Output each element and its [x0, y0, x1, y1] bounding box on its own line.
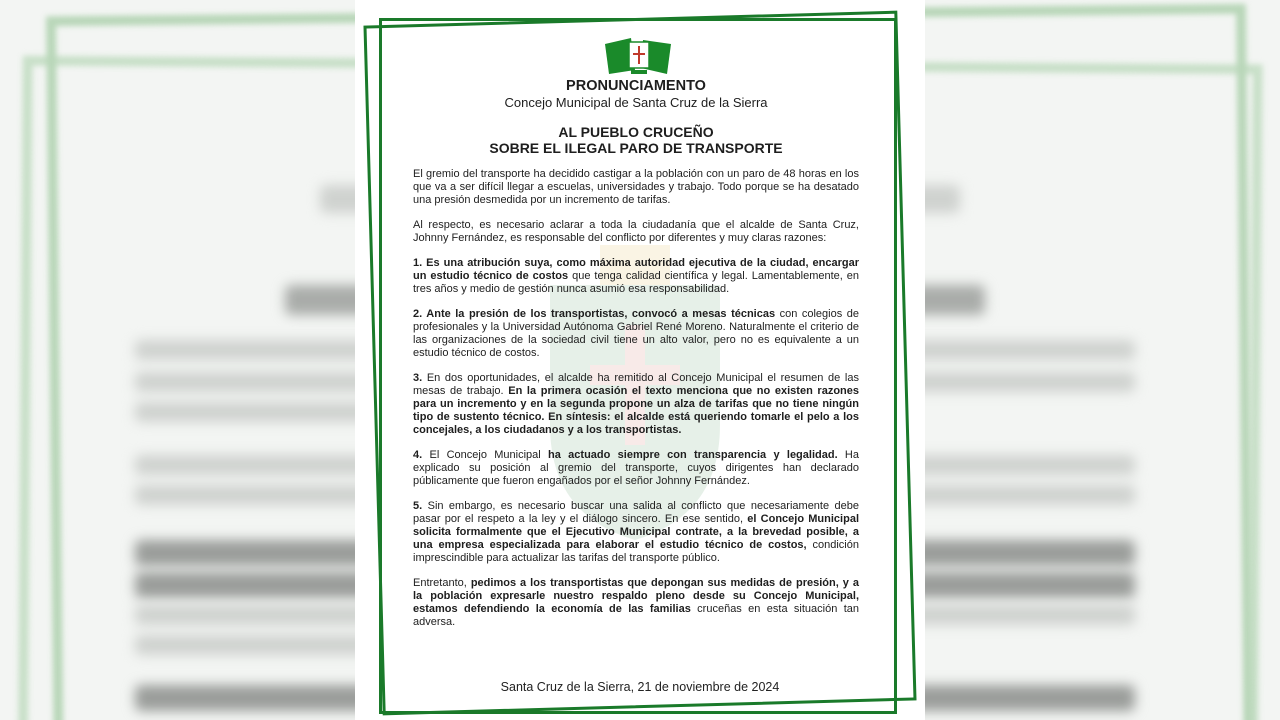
point-4-text-b: Ha explicado su posición al gremio del transporte, cuyos dirigentes han declarado públicamente que fueron engañados por el señor Johnny Fernández. [413, 449, 859, 487]
council-logo-icon [601, 34, 677, 78]
heading-line-1: AL PUEBLO CRUCEÑO [558, 124, 714, 140]
point-4-text-a: El Concejo Municipal [422, 449, 549, 461]
point-5-bold: el Concejo Municipal solicita formalmente que el Ejecutivo Municipal contrate, a la brevedad posible, a una empresa especializada para elaborar el estudio técnico de costos, [413, 513, 859, 551]
document-date: Santa Cruz de la Sierra, 21 de noviembre de 2024 [500, 680, 780, 694]
point-5-text-b: condición imprescindible para actualizar las tarifas del transporte público. [413, 539, 859, 564]
point-2-bold: 2. Ante la presión de los transportistas, convocó a mesas técnicas [413, 308, 776, 320]
heading-line-2: SOBRE EL ILEGAL PARO DE TRANSPORTE [489, 140, 783, 156]
point-5 [413, 500, 859, 565]
point-3 [413, 372, 859, 437]
point-1-bold: 1. Es una atribución suya, como máxima autoridad ejecutiva de la ciudad, encargar un estudio técnico de costos [413, 257, 859, 282]
point-4-number: 4. [413, 449, 423, 461]
closing-bold: pedimos a los transportistas que depongan sus medidas de presión, y a la población expresarle nuestro respaldo pleno desde su Concejo Municipal, estamos defendiendo la economía de las familias [413, 577, 860, 615]
document-body [413, 78, 859, 641]
point-1 [413, 257, 859, 296]
point-2 [413, 308, 859, 360]
closing-text-b: cruceñas en esta situación tan adversa. [413, 603, 859, 628]
point-2-text: con colegios de profesionales y la Universidad Autónoma Gabriel René Moreno. Naturalmente el criterio de las organizaciones de la sociedad civil tiene un alto valor, pero no es equivalente a un estudio técnico de costos. [413, 308, 859, 359]
paragraph-closing [413, 577, 859, 629]
point-5-number: 5. [413, 500, 423, 512]
point-5-text-a: Sin embargo, es necesario buscar una salida al conflicto que necesariamente debe pasar por el respeto a la ley y el diálogo sincero. En ese sentido, [413, 500, 859, 525]
doc-title: PRONUNCIAMENTO [566, 78, 706, 94]
closing-text-a: Entretanto, [413, 577, 471, 589]
point-4-bold: ha actuado siempre con transparencia y legalidad. [548, 449, 838, 461]
point-3-bold: En la primera ocasión el texto menciona que no existen razones para un incremento y en la segunda propone un alza de tarifas que no tiene ningún tipo de sustento técnico. En síntesis: el alcalde está queriendo tomarle el pelo a los concejales, a los ciudadanos y a los transportistas. [413, 385, 859, 436]
point-3-number: 3. [413, 372, 423, 384]
point-1-text: que tenga calidad científica y legal. Lamentablemente, en tres años y medio de gestión nunca asumió esa responsabilidad. [413, 270, 859, 295]
paragraph-clarification: Al respecto, es necesario aclarar a toda la ciudadanía que el alcalde de Santa Cruz, Johnny Fernández, es responsable del conflicto por diferentes y muy claras razones: [413, 219, 859, 244]
point-4 [413, 449, 859, 488]
document-page [355, 0, 925, 720]
paragraph-intro: El gremio del transporte ha decidido castigar a la población con un paro de 48 horas en los que va a ser difícil llegar a escuelas, universidades y trabajo. Todo porque se ha desatado una presión desmedida por un incremento de tarifas. [413, 168, 859, 206]
doc-subtitle: Concejo Municipal de Santa Cruz de la Sierra [504, 95, 768, 110]
point-3-text: En dos oportunidades, el alcalde ha remitido al Concejo Municipal el resumen de las mesas de trabajo. [413, 372, 859, 397]
